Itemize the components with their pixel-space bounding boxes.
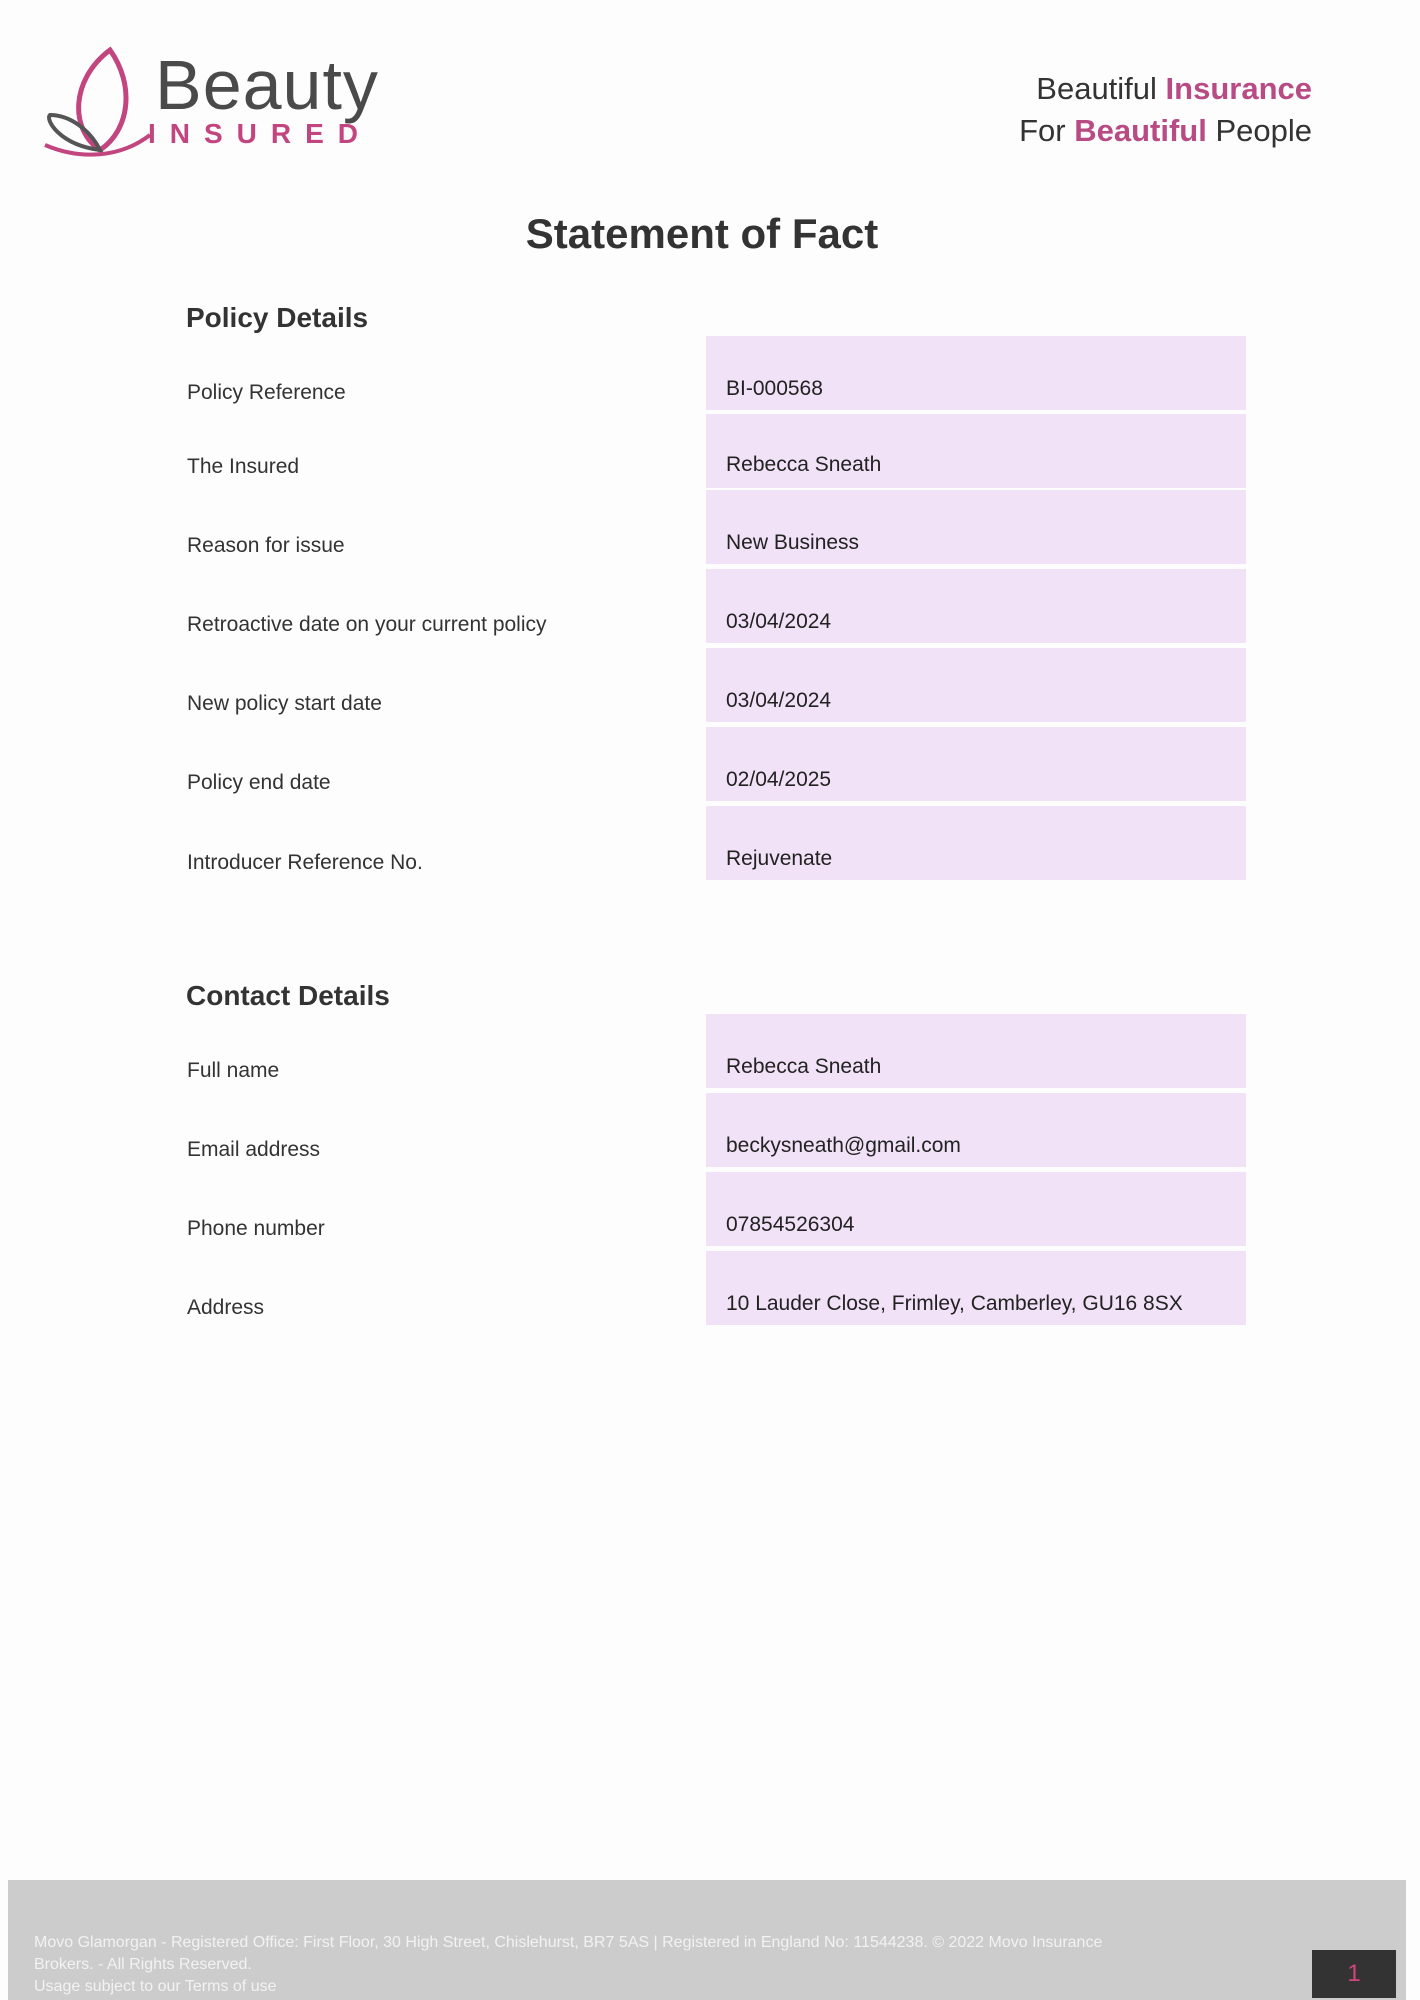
phone-value: 07854526304 [706, 1172, 1246, 1246]
address-label: Address [187, 1296, 265, 1319]
insured-label: The Insured [187, 455, 300, 478]
end-date-label: Policy end date [187, 771, 331, 794]
policy-details-heading: Policy Details [186, 302, 369, 333]
email-label: Email address [187, 1138, 321, 1161]
reason-label: Reason for issue [187, 534, 345, 557]
full-name-label: Full name [187, 1059, 280, 1082]
introducer-reference-label: Introducer Reference No. [187, 851, 423, 874]
logo-subtitle: INSURED [148, 118, 373, 149]
footer-line-2: Brokers. - All Rights Reserved. [34, 1956, 252, 1973]
tagline-line-2: For Beautiful People [1019, 113, 1312, 148]
policy-reference-label: Policy Reference [187, 381, 346, 404]
end-date-value: 02/04/2025 [706, 727, 1246, 801]
page-number: 1 [1312, 1950, 1396, 1998]
reason-value: New Business [706, 490, 1246, 564]
page-footer [8, 1880, 1406, 2000]
tagline-line-1: Beautiful Insurance [1036, 71, 1312, 106]
brand-logo [40, 40, 400, 160]
footer-terms-link[interactable]: Usage subject to our Terms of use [34, 1978, 277, 1995]
footer-text [34, 1932, 1234, 1998]
full-name-value: Rebecca Sneath [706, 1014, 1246, 1088]
introducer-reference-value: Rejuvenate [706, 806, 1246, 880]
insured-value: Rebecca Sneath [706, 414, 1246, 488]
retroactive-date-label: Retroactive date on your current policy [187, 613, 547, 636]
email-value: beckysneath@gmail.com [706, 1093, 1246, 1167]
logo-wordmark: Beauty [155, 46, 379, 124]
contact-details-heading: Contact Details [186, 980, 390, 1011]
document-title: Statement of Fact [525, 210, 879, 257]
phone-label: Phone number [187, 1217, 325, 1240]
policy-reference-value: BI-000568 [706, 336, 1246, 410]
tagline [1019, 68, 1312, 152]
start-date-value: 03/04/2024 [706, 648, 1246, 722]
start-date-label: New policy start date [187, 692, 382, 715]
footer-line-1: Movo Glamorgan - Registered Office: First Floor, 30 High Street, Chislehurst, BR7 5AS | Registered in England No: 11544238. © 2022 Movo Insurance [34, 1934, 1103, 1951]
retroactive-date-value: 03/04/2024 [706, 569, 1246, 643]
address-value: 10 Lauder Close, Frimley, Camberley, GU16 8SX [706, 1251, 1246, 1325]
